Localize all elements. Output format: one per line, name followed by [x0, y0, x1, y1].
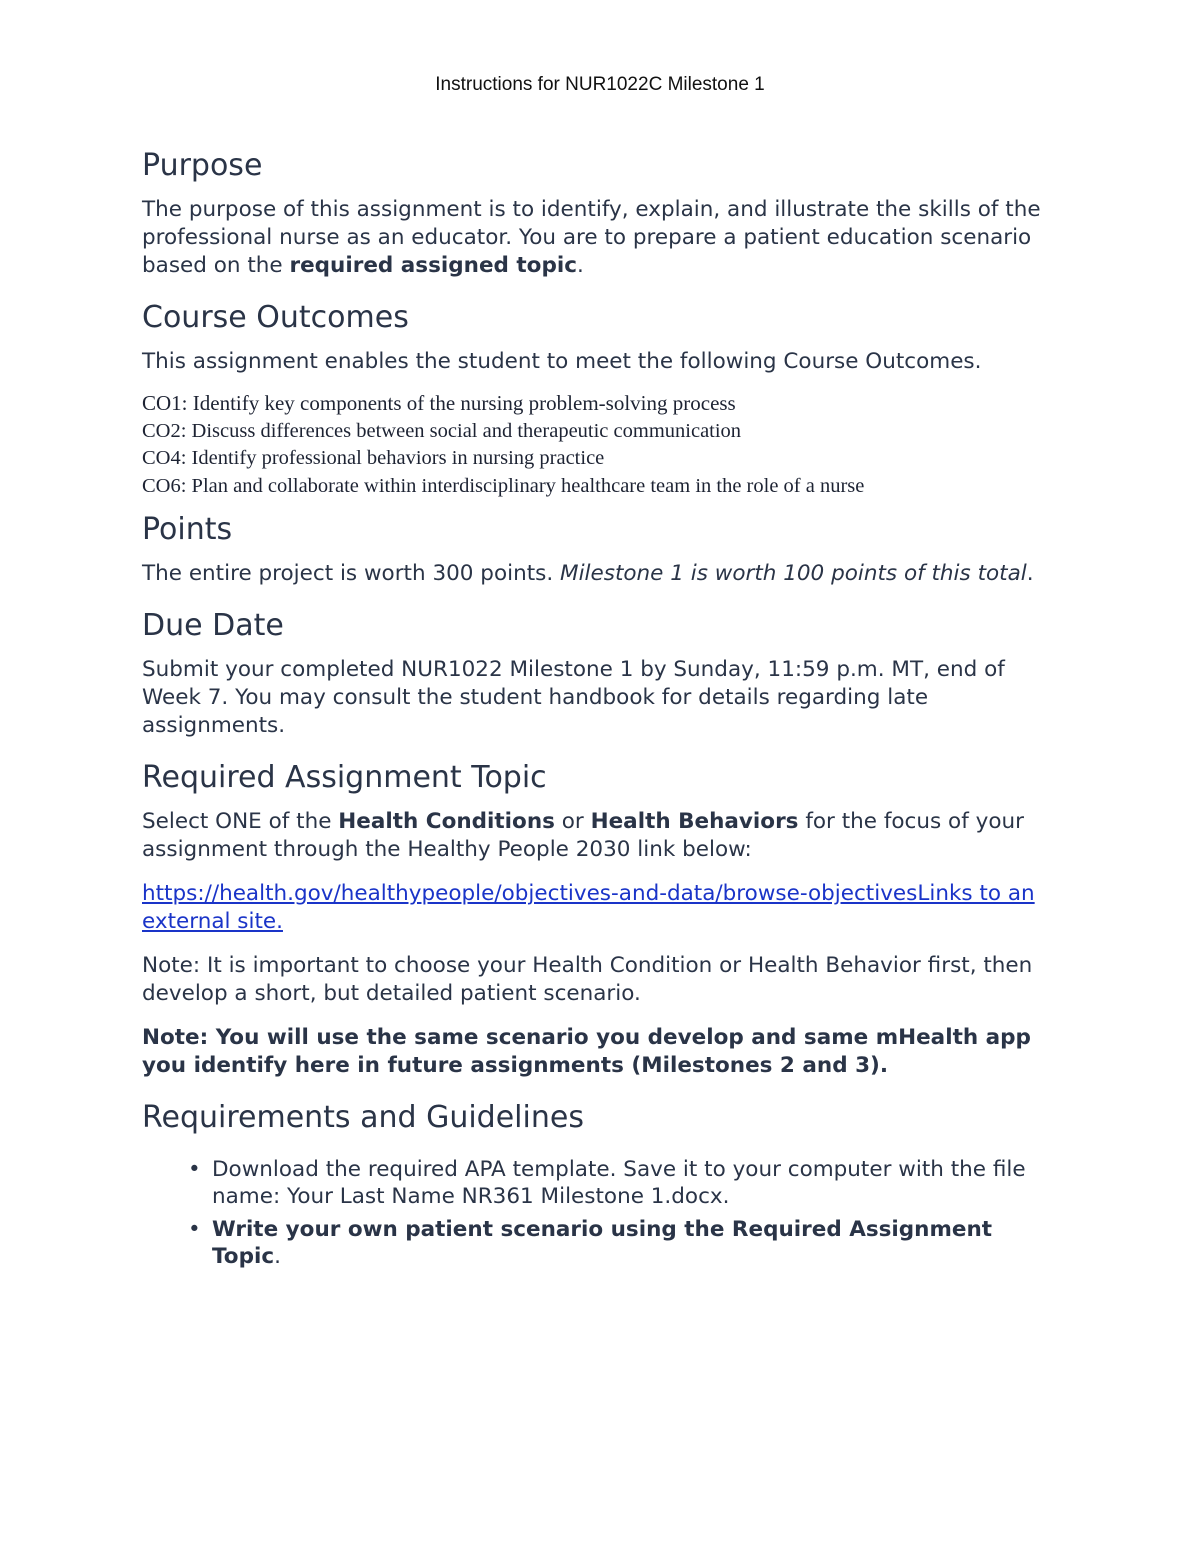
- course-outcomes-intro: This assignment enables the student to meet the following Course Outcomes.: [142, 349, 982, 374]
- healthy-people-link[interactable]: https://health.gov/healthypeople/objectives-and-data/browse-objectivesLinks to an external site.: [142, 881, 1035, 934]
- course-outcome-item: CO2: Discuss differences between social and therapeutic communication: [142, 419, 742, 442]
- requirements-list: [142, 1156, 1062, 1270]
- required-topic-heading: Required Assignment Topic: [142, 760, 547, 795]
- due-date-heading: Due Date: [142, 608, 284, 643]
- note-bold-text: Note: You will use the same scenario you develop and same mHealth app you identify here in future assignments (Milestones 2 and 3).: [142, 1025, 1031, 1078]
- document-title: Instructions for NUR1022C Milestone 1: [435, 74, 765, 95]
- required-topic-text: Select ONE of the Health Conditions or Health Behaviors for the focus of your assignment through the Healthy People 2030 link below:: [142, 809, 1024, 862]
- course-outcomes-heading: Course Outcomes: [142, 300, 409, 335]
- purpose-text: The purpose of this assignment is to identify, explain, and illustrate the skills of the professional nurse as an educator. You are to prepare a patient education scenario based on the required assigned topic.: [142, 197, 1041, 278]
- requirement-item: • Download the required APA template. Save it to your computer with the file name: Your Last Name NR361 Milestone 1.docx.: [188, 1157, 1026, 1209]
- course-outcome-item: CO1: Identify key components of the nursing problem-solving process: [142, 391, 736, 415]
- healthy-people-link-paragraph: [142, 880, 1062, 936]
- note-text: Note: It is important to choose your Health Condition or Health Behavior first, then develop a short, but detailed patient scenario.: [142, 953, 1033, 1006]
- due-date-text: Submit your completed NUR1022 Milestone 1 by Sunday, 11:59 p.m. MT, end of Week 7. You may consult the student handbook for details regarding late assignments.: [142, 657, 1005, 738]
- purpose-bold-topic: required assigned topic: [289, 253, 577, 278]
- course-outcomes-list: [142, 390, 1062, 500]
- requirements-heading: Requirements and Guidelines: [142, 1100, 584, 1135]
- course-outcome-item: CO6: Plan and collaborate within interdisciplinary healthcare team in the role of a nurse: [142, 474, 865, 497]
- health-conditions-bold: Health Conditions: [338, 809, 555, 834]
- purpose-heading: Purpose: [142, 148, 263, 183]
- health-behaviors-bold: Health Behaviors: [590, 809, 799, 834]
- bullet-icon: •: [188, 1217, 201, 1242]
- requirement-item: • Write your own patient scenario using the Required Assignment Topic.: [188, 1217, 993, 1269]
- bullet-icon: •: [188, 1157, 201, 1182]
- points-heading: Points: [142, 512, 233, 547]
- document-body: [142, 148, 1062, 1276]
- points-text: The entire project is worth 300 points. Milestone 1 is worth 100 points of this total.: [142, 561, 1034, 586]
- course-outcome-item: CO4: Identify professional behaviors in nursing practice: [142, 447, 605, 469]
- points-italic: Milestone 1 is worth 100 points of this total: [560, 561, 1027, 586]
